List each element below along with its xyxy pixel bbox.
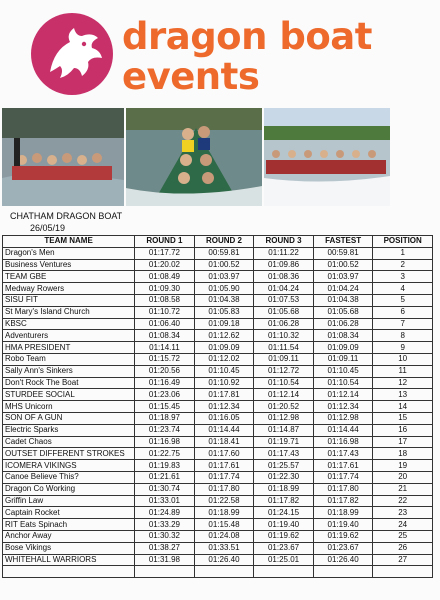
- position-cell: 2: [373, 259, 433, 271]
- round-3-cell: 01:20.52: [254, 401, 314, 413]
- fastest-cell: 01:09.09: [313, 342, 373, 354]
- round-2-cell: 01:33.51: [194, 542, 254, 554]
- col-header-round-2: ROUND 2: [194, 236, 254, 248]
- round-2-cell: 01:03.97: [194, 271, 254, 283]
- team-name-cell: St Mary's Island Church: [3, 306, 135, 318]
- table-row: [3, 542, 433, 554]
- race-photo-right: [264, 108, 390, 206]
- round-3-cell: 01:14.87: [254, 424, 314, 436]
- col-header-fastest: FASTEST: [313, 236, 373, 248]
- round-2-cell: 01:05.83: [194, 306, 254, 318]
- position-cell: 6: [373, 306, 433, 318]
- position-cell: 3: [373, 271, 433, 283]
- position-cell: 12: [373, 377, 433, 389]
- event-date: 26/05/19: [30, 223, 66, 233]
- position-cell: [373, 566, 433, 578]
- team-name-cell: Canoe Believe This?: [3, 471, 135, 483]
- team-name-cell: OUTSET DIFFERENT STROKES: [3, 448, 135, 460]
- position-cell: 15: [373, 412, 433, 424]
- position-cell: 10: [373, 353, 433, 365]
- round-1-cell: 01:09.30: [135, 283, 195, 295]
- round-3-cell: 01:12.98: [254, 412, 314, 424]
- fastest-cell: 01:16.98: [313, 436, 373, 448]
- round-3-cell: 01:25.01: [254, 554, 314, 566]
- round-2-cell: 01:10.92: [194, 377, 254, 389]
- round-1-cell: 01:06.40: [135, 318, 195, 330]
- position-cell: 24: [373, 519, 433, 531]
- round-2-cell: [194, 566, 254, 578]
- round-1-cell: 01:21.61: [135, 471, 195, 483]
- round-3-cell: [254, 566, 314, 578]
- team-name-cell: Cadet Chaos: [3, 436, 135, 448]
- table-row: [3, 471, 433, 483]
- table-row: [3, 436, 433, 448]
- table-row: [3, 342, 433, 354]
- round-2-cell: 01:17.80: [194, 483, 254, 495]
- fastest-cell: 01:12.34: [313, 401, 373, 413]
- team-name-cell: Dragon Co Working: [3, 483, 135, 495]
- team-name-cell: Captain Rocket: [3, 507, 135, 519]
- position-cell: 1: [373, 247, 433, 259]
- fastest-cell: 01:14.44: [313, 424, 373, 436]
- round-2-cell: 01:00.52: [194, 259, 254, 271]
- round-3-cell: 01:19.62: [254, 530, 314, 542]
- position-cell: 22: [373, 495, 433, 507]
- round-3-cell: 01:06.28: [254, 318, 314, 330]
- col-header-position: POSITION: [373, 236, 433, 248]
- event-name: CHATHAM DRAGON BOAT: [10, 211, 123, 221]
- team-name-cell: STURDEE SOCIAL: [3, 389, 135, 401]
- fastest-cell: 01:04.38: [313, 294, 373, 306]
- team-name-cell: Don't Rock The Boat: [3, 377, 135, 389]
- round-3-cell: 01:19.71: [254, 436, 314, 448]
- round-3-cell: 01:22.30: [254, 471, 314, 483]
- position-cell: 14: [373, 401, 433, 413]
- round-2-cell: 01:12.02: [194, 353, 254, 365]
- position-cell: 20: [373, 471, 433, 483]
- round-3-cell: 01:25.57: [254, 460, 314, 472]
- team-name-cell: HMA PRESIDENT: [3, 342, 135, 354]
- fastest-cell: 01:06.28: [313, 318, 373, 330]
- fastest-cell: 01:12.14: [313, 389, 373, 401]
- round-2-cell: 01:26.40: [194, 554, 254, 566]
- fastest-cell: 01:17.43: [313, 448, 373, 460]
- round-2-cell: 01:17.74: [194, 471, 254, 483]
- round-1-cell: 01:24.89: [135, 507, 195, 519]
- round-2-cell: 01:22.58: [194, 495, 254, 507]
- team-name-cell: SISU FIT: [3, 294, 135, 306]
- team-name-cell: MHS Unicorn: [3, 401, 135, 413]
- round-1-cell: 01:31.98: [135, 554, 195, 566]
- table-row: [3, 483, 433, 495]
- team-name-cell: RIT Eats Spinach: [3, 519, 135, 531]
- fastest-cell: 01:10.54: [313, 377, 373, 389]
- team-name-cell: Sally Ann's Sinkers: [3, 365, 135, 377]
- table-row: [3, 306, 433, 318]
- round-2-cell: 00:59.81: [194, 247, 254, 259]
- fastest-cell: 00:59.81: [313, 247, 373, 259]
- fastest-cell: 01:17.80: [313, 483, 373, 495]
- table-row: [3, 318, 433, 330]
- fastest-cell: 01:04.24: [313, 283, 373, 295]
- round-3-cell: 01:10.54: [254, 377, 314, 389]
- table-row: [3, 271, 433, 283]
- round-2-cell: 01:05.90: [194, 283, 254, 295]
- round-3-cell: 01:12.14: [254, 389, 314, 401]
- round-2-cell: 01:12.62: [194, 330, 254, 342]
- table-row: [3, 507, 433, 519]
- fastest-cell: 01:09.11: [313, 353, 373, 365]
- round-1-cell: 01:10.72: [135, 306, 195, 318]
- table-row: [3, 377, 433, 389]
- table-row: [3, 460, 433, 472]
- table-row: [3, 389, 433, 401]
- position-cell: 19: [373, 460, 433, 472]
- round-1-cell: 01:23.74: [135, 424, 195, 436]
- fastest-cell: 01:00.52: [313, 259, 373, 271]
- round-3-cell: 01:17.82: [254, 495, 314, 507]
- round-1-cell: 01:20.56: [135, 365, 195, 377]
- fastest-cell: 01:08.34: [313, 330, 373, 342]
- team-name-cell: Medway Rowers: [3, 283, 135, 295]
- brand-name-line2: events: [122, 55, 260, 98]
- round-3-cell: 01:04.24: [254, 283, 314, 295]
- position-cell: 11: [373, 365, 433, 377]
- position-cell: 9: [373, 342, 433, 354]
- table-row: [3, 259, 433, 271]
- fastest-cell: 01:17.74: [313, 471, 373, 483]
- round-1-cell: 01:08.49: [135, 271, 195, 283]
- col-header-round-3: ROUND 3: [254, 236, 314, 248]
- round-2-cell: 01:12.34: [194, 401, 254, 413]
- fastest-cell: 01:18.99: [313, 507, 373, 519]
- table-row: [3, 448, 433, 460]
- round-1-cell: 01:14.11: [135, 342, 195, 354]
- round-3-cell: 01:11.54: [254, 342, 314, 354]
- round-3-cell: 01:11.22: [254, 247, 314, 259]
- team-name-cell: [3, 566, 135, 578]
- race-photo-left: [2, 108, 124, 206]
- round-1-cell: 01:08.34: [135, 330, 195, 342]
- table-row: [3, 412, 433, 424]
- fastest-cell: 01:10.45: [313, 365, 373, 377]
- team-name-cell: ICOMERA VIKINGS: [3, 460, 135, 472]
- table-row: [3, 247, 433, 259]
- round-2-cell: 01:16.05: [194, 412, 254, 424]
- round-1-cell: 01:20.02: [135, 259, 195, 271]
- position-cell: 18: [373, 448, 433, 460]
- brand-name-line1: dragon boat: [122, 15, 372, 58]
- team-name-cell: TEAM GBE: [3, 271, 135, 283]
- table-header-row: [3, 236, 433, 248]
- team-name-cell: Electric Sparks: [3, 424, 135, 436]
- round-1-cell: 01:18.97: [135, 412, 195, 424]
- round-3-cell: 01:10.32: [254, 330, 314, 342]
- team-name-cell: Business Ventures: [3, 259, 135, 271]
- round-1-cell: 01:17.72: [135, 247, 195, 259]
- position-cell: 16: [373, 424, 433, 436]
- round-2-cell: 01:09.18: [194, 318, 254, 330]
- round-1-cell: 01:16.98: [135, 436, 195, 448]
- round-1-cell: 01:33.01: [135, 495, 195, 507]
- round-1-cell: 01:30.32: [135, 530, 195, 542]
- team-name-cell: Anchor Away: [3, 530, 135, 542]
- fastest-cell: 01:05.68: [313, 306, 373, 318]
- fastest-cell: 01:17.82: [313, 495, 373, 507]
- team-name-cell: Dragon's Men: [3, 247, 135, 259]
- results-table: [2, 235, 433, 578]
- position-cell: 27: [373, 554, 433, 566]
- race-photo-center: [126, 108, 262, 206]
- round-3-cell: 01:17.43: [254, 448, 314, 460]
- col-header-round-1: ROUND 1: [135, 236, 195, 248]
- round-2-cell: 01:10.45: [194, 365, 254, 377]
- round-1-cell: 01:22.75: [135, 448, 195, 460]
- team-name-cell: Robo Team: [3, 353, 135, 365]
- col-header-team-name: TEAM NAME: [3, 236, 135, 248]
- results-body: [3, 247, 433, 577]
- fastest-cell: 01:03.97: [313, 271, 373, 283]
- fastest-cell: 01:19.40: [313, 519, 373, 531]
- fastest-cell: 01:23.67: [313, 542, 373, 554]
- round-2-cell: 01:04.38: [194, 294, 254, 306]
- round-2-cell: 01:14.44: [194, 424, 254, 436]
- position-cell: 13: [373, 389, 433, 401]
- team-name-cell: Bose Vikings: [3, 542, 135, 554]
- round-1-cell: 01:38.27: [135, 542, 195, 554]
- position-cell: 5: [373, 294, 433, 306]
- round-1-cell: 01:15.45: [135, 401, 195, 413]
- position-cell: 23: [373, 507, 433, 519]
- fastest-cell: 01:12.98: [313, 412, 373, 424]
- team-name-cell: WHITEHALL WARRIORS: [3, 554, 135, 566]
- round-2-cell: 01:09.09: [194, 342, 254, 354]
- position-cell: 25: [373, 530, 433, 542]
- round-1-cell: 01:15.72: [135, 353, 195, 365]
- table-row: [3, 554, 433, 566]
- table-row: [3, 283, 433, 295]
- fastest-cell: 01:19.62: [313, 530, 373, 542]
- table-row: [3, 353, 433, 365]
- round-3-cell: 01:05.68: [254, 306, 314, 318]
- round-3-cell: 01:23.67: [254, 542, 314, 554]
- round-2-cell: 01:15.48: [194, 519, 254, 531]
- round-1-cell: 01:30.74: [135, 483, 195, 495]
- round-2-cell: 01:18.41: [194, 436, 254, 448]
- table-row: [3, 530, 433, 542]
- team-name-cell: KBSC: [3, 318, 135, 330]
- round-2-cell: 01:18.99: [194, 507, 254, 519]
- table-row: [3, 365, 433, 377]
- table-row: [3, 519, 433, 531]
- round-3-cell: 01:18.99: [254, 483, 314, 495]
- round-1-cell: [135, 566, 195, 578]
- team-name-cell: Griffin Law: [3, 495, 135, 507]
- fastest-cell: 01:26.40: [313, 554, 373, 566]
- position-cell: 8: [373, 330, 433, 342]
- round-2-cell: 01:17.60: [194, 448, 254, 460]
- round-1-cell: 01:08.58: [135, 294, 195, 306]
- round-1-cell: 01:19.83: [135, 460, 195, 472]
- round-3-cell: 01:19.40: [254, 519, 314, 531]
- dragon-logo-icon: [30, 12, 115, 97]
- round-3-cell: 01:24.15: [254, 507, 314, 519]
- fastest-cell: 01:17.61: [313, 460, 373, 472]
- round-2-cell: 01:24.08: [194, 530, 254, 542]
- table-row: [3, 566, 433, 578]
- position-cell: 26: [373, 542, 433, 554]
- round-2-cell: 01:17.81: [194, 389, 254, 401]
- position-cell: 4: [373, 283, 433, 295]
- table-row: [3, 294, 433, 306]
- round-2-cell: 01:17.61: [194, 460, 254, 472]
- table-row: [3, 401, 433, 413]
- team-name-cell: Adventurers: [3, 330, 135, 342]
- table-row: [3, 330, 433, 342]
- team-name-cell: SON OF A GUN: [3, 412, 135, 424]
- fastest-cell: [313, 566, 373, 578]
- position-cell: 17: [373, 436, 433, 448]
- round-1-cell: 01:33.29: [135, 519, 195, 531]
- round-1-cell: 01:16.49: [135, 377, 195, 389]
- round-3-cell: 01:09.86: [254, 259, 314, 271]
- position-cell: 7: [373, 318, 433, 330]
- round-3-cell: 01:08.36: [254, 271, 314, 283]
- position-cell: 21: [373, 483, 433, 495]
- table-row: [3, 495, 433, 507]
- round-1-cell: 01:23.06: [135, 389, 195, 401]
- round-3-cell: 01:12.72: [254, 365, 314, 377]
- table-row: [3, 424, 433, 436]
- round-3-cell: 01:07.53: [254, 294, 314, 306]
- round-3-cell: 01:09.11: [254, 353, 314, 365]
